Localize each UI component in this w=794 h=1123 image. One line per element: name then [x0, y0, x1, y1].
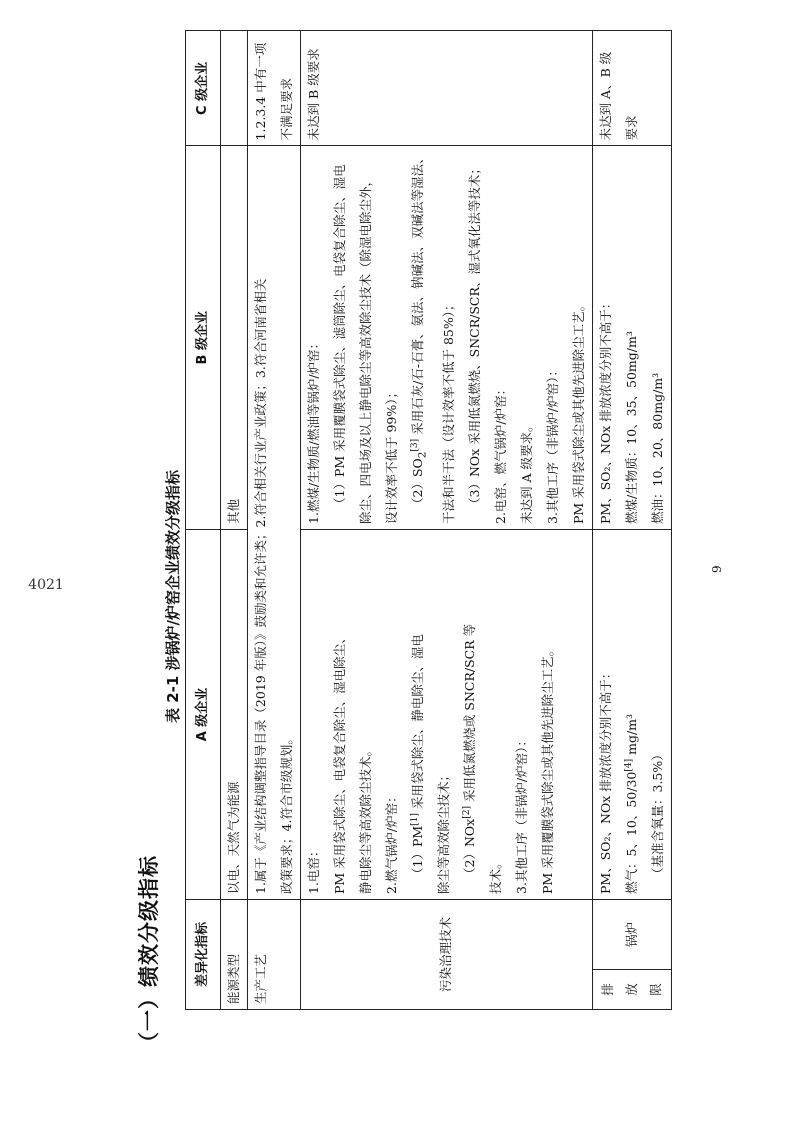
pollution-b-line-11: PM 采用袋式除尘或其他先进除尘工艺。 [570, 298, 586, 524]
energy-level-a: 以电、天然气为能源 [221, 530, 248, 900]
so2-subscript: 2 [416, 451, 429, 459]
process-label: 生产工艺 [248, 900, 301, 1010]
process-line-2: 政策要求；4.符合市级规划。 [279, 732, 294, 894]
emission-c-line-2: 要求 [623, 115, 639, 141]
emission-a-line-1: PM、SO₂、NOx 排放浓度分别不高于： [597, 666, 613, 894]
pollution-a-line-6: 除尘等高效除尘技术； [436, 768, 451, 894]
emission-char-3: 限 [647, 983, 663, 996]
emission-char-2: 放 [623, 983, 639, 996]
emission-c-line-1: 未达到 A、B 级 [597, 51, 613, 141]
pollution-level-b [301, 146, 593, 530]
header-level-a: A 级企业 [186, 530, 221, 900]
emission-b-line-2: 燃煤/生物质：10、35、50mg/m³ [623, 331, 639, 524]
pollution-b-line-10: 3.其他工序（非锅炉/炉窑）： [544, 364, 560, 524]
emission-label [592, 970, 671, 1010]
pollution-a-line-2: PM 采用袋式除尘、电袋复合除尘、湿电除尘、 [332, 631, 347, 894]
header-level-b: B 级企业 [186, 146, 221, 530]
pm-rest-text: 采用袋式除尘、静电除尘、湿电 [410, 634, 425, 814]
pollution-b-line-6: 干法和半干法（设计效率不低于 85%）； [440, 298, 456, 524]
pollution-b-line-1: 1.燃煤/生物质/燃油等锅炉/炉窑： [306, 336, 321, 524]
page-number: 9 [710, 565, 724, 573]
table-header-row [186, 31, 221, 1010]
process-c-line-2: 不满足要求 [279, 77, 294, 141]
row-production-process [248, 31, 301, 1010]
header-level-c: C 级企业 [186, 31, 221, 146]
pollution-b-line-4: 设计效率不低于 99%）； [384, 385, 399, 524]
pollution-a-line-7 [457, 535, 483, 894]
row-pollution-control [301, 31, 593, 1010]
emission-level-a [592, 530, 671, 900]
pollution-level-a [301, 530, 593, 900]
gas-limits-text: 燃气：5、10、50/30 [623, 771, 639, 894]
emission-level-c [592, 31, 671, 146]
energy-level-b: 其他 [221, 146, 248, 530]
emission-b-line-1: PM、SO₂、NOx 排放浓度分别不高于： [597, 296, 613, 524]
pollution-b-line-2: （1）PM 采用覆膜袋式除尘、滤筒除尘、电袋复合除尘、湿电 [332, 164, 347, 510]
pollution-a-line-8: 技术。 [488, 856, 503, 894]
pollution-level-c: 未达到 B 级要求 [301, 31, 593, 146]
pm-text: （1）PM [410, 825, 425, 880]
gas-limits-unit: mg/m³ [623, 713, 639, 759]
section-heading: （一）绩效分级指标 [137, 855, 161, 1053]
pollution-b-line-9: 未达到 A 级要求。 [518, 419, 534, 524]
footnote-4: [4] [623, 758, 634, 772]
header-indicator: 差异化指标 [186, 900, 221, 1010]
table-caption: 表 2-1 涉锅炉/炉窑企业绩效分级指标 [164, 469, 182, 723]
nox-text: （2）NOx [462, 818, 477, 880]
row-emission-limits [592, 31, 671, 1010]
process-level-c [248, 31, 301, 146]
process-levels-ab [248, 146, 301, 900]
emission-a-line-2 [619, 535, 645, 894]
pollution-a-line-1: 1.电窑： [306, 844, 321, 894]
pollution-a-line-10: PM 采用覆膜袋式除尘或其他先进除尘工艺。 [540, 643, 555, 894]
pollution-b-line-5 [405, 151, 436, 524]
footnote-3: [3] [409, 438, 420, 452]
pollution-b-line-3: 除尘、四电场及以上静电除尘等高效除尘技术（除湿电除尘外， [358, 173, 373, 524]
footer-number-text: 4021 [28, 577, 64, 594]
row-energy-type [221, 31, 248, 1010]
energy-label: 能源类型 [221, 900, 248, 1010]
emission-sub-label: 锅炉 [592, 900, 671, 970]
process-c-line-1: 1.2.3.4 中有一项 [253, 42, 268, 141]
pollution-b-line-7: （3）NOx 采用低氮燃烧、SNCR/SCR、湿式氧化法等技术； [466, 162, 482, 510]
emission-level-b [592, 146, 671, 530]
pollution-label: 污染治理技术 [301, 900, 593, 1010]
pollution-a-line-4: 2.燃气锅炉/炉窑： [384, 790, 399, 894]
so2-rest-text: 采用石灰/石-石膏、氨法、钠碱法、双碱法等湿法、 [410, 151, 425, 439]
footer-number [28, 567, 64, 603]
pollution-a-line-3: 静电除尘等高效除尘技术。 [358, 743, 373, 894]
footnote-1: [1] [409, 813, 420, 826]
performance-grading-table [185, 30, 672, 1010]
energy-level-c [221, 31, 248, 146]
emission-a-line-3: （基准含氧量：3.5%） [649, 748, 665, 880]
emission-b-line-3: 燃油：10、20、80mg/m³ [649, 372, 665, 524]
nox-rest-text: 采用低氮燃烧或 SNCR/SCR 等 [462, 623, 477, 807]
process-line-1: 1.属于《产业结构调整指导目录（2019 年版）》鼓励类和允许类；2.符合相关行业产业政策；3.符合河南省相关 [253, 278, 268, 894]
pollution-b-line-8: 2.电窑、燃气锅炉/炉窑： [492, 382, 508, 524]
so2-text: （2）SO [410, 458, 425, 510]
pollution-a-line-5 [405, 535, 431, 894]
emission-char-1: 排 [599, 983, 615, 996]
pollution-a-line-9: 3.其他工序（非锅炉/炉窑）： [514, 734, 529, 894]
footnote-2: [2] [461, 806, 472, 819]
